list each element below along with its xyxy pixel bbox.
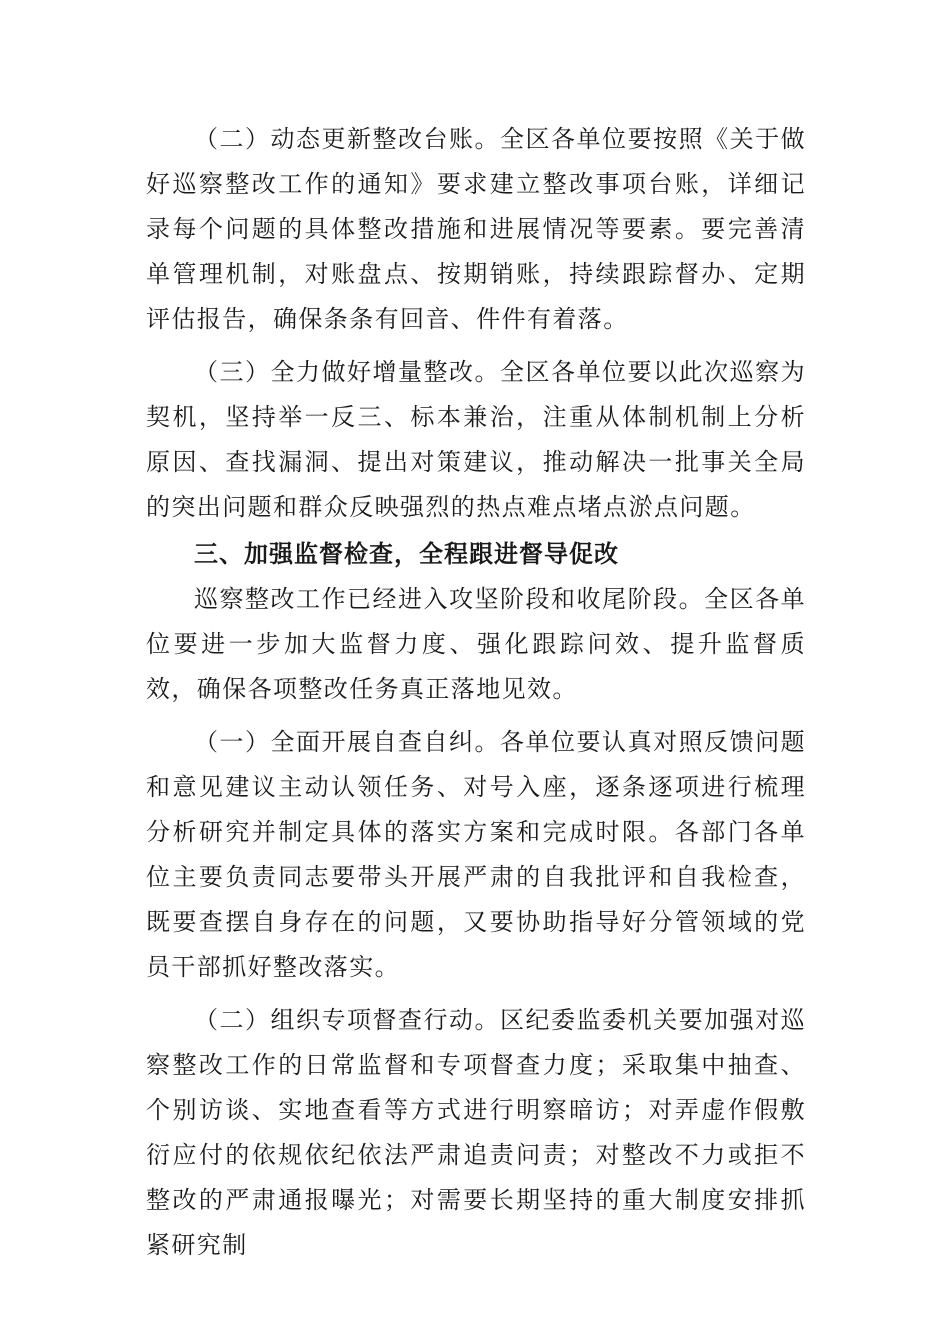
document-body bbox=[146, 117, 806, 1268]
paragraph-supervision-intro: 巡察整改工作已经进入攻坚阶段和收尾阶段。全区各单位要进一步加大监督力度、强化跟踪问效、提升监督质效，确保各项整改任务真正落地见效。 bbox=[146, 585, 806, 703]
paragraph-self-inspection: （一）全面开展自查自纠。各单位要认真对照反馈问题和意见建议主动认领任务、对号入座，逐条逐项进行梳理分析研究并制定具体的落实方案和完成时限。各部门各单位主要负责同志要带头开展严肃的自我批评和自我检查，既要查摆自身存在的问题，又要协助指导好分管领域的党员干部抓好整改落实。 bbox=[146, 728, 806, 981]
paragraph-special-inspection: （二）组织专项督查行动。区纪委监委机关要加强对巡察整改工作的日常监督和专项督查力度；采取集中抽查、个别访谈、实地查看等方式进行明察暗访；对弄虚作假敷衍应付的依规依纪依法严肃追责问责；对整改不力或拒不整改的严肃通报曝光；对需要长期坚持的重大制度安排抓紧研究制 bbox=[146, 1006, 806, 1259]
paragraph-incremental-rectification: （三）全力做好增量整改。全区各单位要以此次巡察为契机，坚持举一反三、标本兼治，注重从体制机制上分析原因、查找漏洞、提出对策建议，推动解决一批事关全局的突出问题和群众反映强烈的热点难点堵点淤点问题。 bbox=[146, 358, 806, 521]
paragraph-dynamic-ledger: （二）动态更新整改台账。全区各单位要按照《关于做好巡察整改工作的通知》要求建立整改事项台账，详细记录每个问题的具体整改措施和进展情况等要素。要完善清单管理机制，对账盘点、按期销账，持续跟踪督办、定期评估报告，确保条条有回音、件件有着落。 bbox=[146, 125, 806, 333]
section-heading-supervision: 三、加强监督检查，全程跟进督导促改 bbox=[194, 540, 619, 568]
